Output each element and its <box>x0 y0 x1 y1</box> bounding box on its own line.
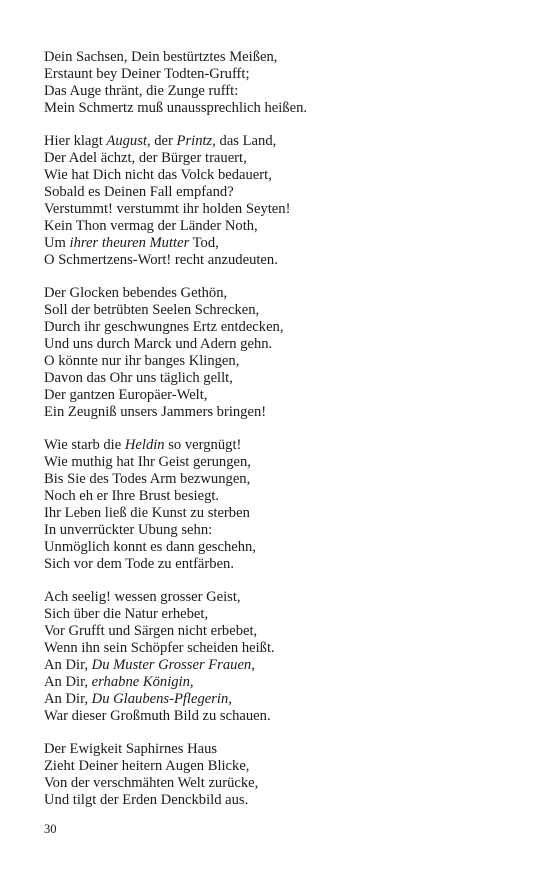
poem-line <box>44 184 524 201</box>
line-text: Und uns durch Marck und Adern gehn. <box>44 336 273 352</box>
stanza <box>44 49 524 117</box>
poem-line <box>44 387 524 404</box>
italic-text: Printz, <box>176 133 216 149</box>
line-text: Ach seelig! wessen grosser Geist, <box>44 589 241 605</box>
poem-line <box>44 657 524 674</box>
line-text: Zieht Deiner heitern Augen Blicke, <box>44 758 250 774</box>
line-text: Um <box>44 235 70 251</box>
poem-line <box>44 741 524 758</box>
stanza <box>44 741 524 809</box>
poem-line <box>44 353 524 370</box>
line-text: War dieser Großmuth Bild zu schauen. <box>44 708 271 724</box>
poem-line <box>44 691 524 708</box>
poem-line <box>44 488 524 505</box>
poem-line <box>44 454 524 471</box>
line-text: Wenn ihn sein Schöpfer scheiden heißt. <box>44 640 275 656</box>
line-text: Ihr Leben ließ die Kunst zu sterben <box>44 505 250 521</box>
poem-line <box>44 708 524 725</box>
italic-text: ihrer theuren Mutter <box>69 235 190 251</box>
poem-line <box>44 404 524 421</box>
poem-line <box>44 522 524 539</box>
poem-line <box>44 336 524 353</box>
poem-line <box>44 133 524 150</box>
poem-line <box>44 792 524 809</box>
poem-line <box>44 505 524 522</box>
poem-body <box>44 49 524 825</box>
line-text: so vergnügt! <box>164 437 242 453</box>
stanza <box>44 589 524 725</box>
line-text: der <box>150 133 177 149</box>
poem-line <box>44 66 524 83</box>
poem-line <box>44 285 524 302</box>
line-text: Vor Grufft und Särgen nicht erbebet, <box>44 623 258 639</box>
line-text: Von der verschmähten Welt zurücke, <box>44 775 259 791</box>
line-text: Durch ihr geschwungnes Ertz entdecken, <box>44 319 284 335</box>
line-text: Noch eh er Ihre Brust besiegt. <box>44 488 220 504</box>
line-text: O Schmertzens-Wort! recht anzudeuten. <box>44 252 278 268</box>
line-text: O könnte nur ihr banges Klingen, <box>44 353 240 369</box>
page-number: 30 <box>44 822 57 836</box>
line-text: Der gantzen Europäer-Welt, <box>44 387 208 403</box>
line-text: An Dir, <box>44 691 92 707</box>
line-text: Tod, <box>189 235 219 251</box>
stanza <box>44 285 524 421</box>
line-text: Der Glocken bebendes Gethön, <box>44 285 228 301</box>
italic-text: Du Muster Grosser Frauen, <box>91 657 255 673</box>
line-text: An Dir, <box>44 674 92 690</box>
poem-line <box>44 471 524 488</box>
poem-line <box>44 623 524 640</box>
poem-line <box>44 302 524 319</box>
line-text: Mein Schmertz muß unaussprechlich heißen. <box>44 100 308 116</box>
poem-line <box>44 201 524 218</box>
line-text: Wie muthig hat Ihr Geist gerungen, <box>44 454 251 470</box>
poem-line <box>44 589 524 606</box>
poem-line <box>44 100 524 117</box>
poem-line <box>44 758 524 775</box>
poem-line <box>44 83 524 100</box>
poem-line <box>44 606 524 623</box>
line-text: Dein Sachsen, Dein bestürtztes Meißen, <box>44 49 278 65</box>
stanza <box>44 133 524 269</box>
poem-line <box>44 556 524 573</box>
line-text: Sich über die Natur erhebet, <box>44 606 209 622</box>
line-text: Das Auge thränt, die Zunge rufft: <box>44 83 239 99</box>
line-text: Der Ewigkeit Saphirnes Haus <box>44 741 218 757</box>
stanza <box>44 437 524 573</box>
poem-line <box>44 49 524 66</box>
line-text: In unverrückter Ubung sehn: <box>44 522 213 538</box>
line-text: Hier klagt <box>44 133 107 149</box>
poem-line <box>44 319 524 336</box>
line-text: Erstaunt bey Deiner Todten-Grufft; <box>44 66 250 82</box>
line-text: Unmöglich konnt es dann geschehn, <box>44 539 256 555</box>
line-text: Bis Sie des Todes Arm bezwungen, <box>44 471 251 487</box>
line-text: Ein Zeugniß unsers Jammers bringen! <box>44 404 267 420</box>
line-text: Davon das Ohr uns täglich gellt, <box>44 370 233 386</box>
poem-line <box>44 640 524 657</box>
line-text: Und tilgt der Erden Denckbild aus. <box>44 792 249 808</box>
italic-text: erhabne Königin, <box>91 674 194 690</box>
line-text: das Land, <box>215 133 277 149</box>
poem-line <box>44 674 524 691</box>
poem-line <box>44 252 524 269</box>
line-text: Der Adel ächzt, der Bürger trauert, <box>44 150 247 166</box>
line-text: Wie starb die <box>44 437 125 453</box>
italic-text: Heldin <box>124 437 165 453</box>
line-text: Wie hat Dich nicht das Volck bedauert, <box>44 167 272 183</box>
poem-line <box>44 370 524 387</box>
italic-text: Du Glaubens-Pflegerin, <box>91 691 232 707</box>
poem-line <box>44 167 524 184</box>
line-text: Sobald es Deinen Fall empfand? <box>44 184 234 200</box>
poem-line <box>44 437 524 454</box>
line-text: Sich vor dem Tode zu entfärben. <box>44 556 234 572</box>
poem-line <box>44 539 524 556</box>
line-text: Kein Thon vermag der Länder Noth, <box>44 218 258 234</box>
poem-line <box>44 775 524 792</box>
line-text: Verstummt! verstummt ihr holden Seyten! <box>44 201 291 217</box>
poem-line <box>44 218 524 235</box>
poem-line <box>44 150 524 167</box>
poem-line <box>44 235 524 252</box>
italic-text: August, <box>106 133 151 149</box>
line-text: An Dir, <box>44 657 92 673</box>
line-text: Soll der betrübten Seelen Schrecken, <box>44 302 260 318</box>
